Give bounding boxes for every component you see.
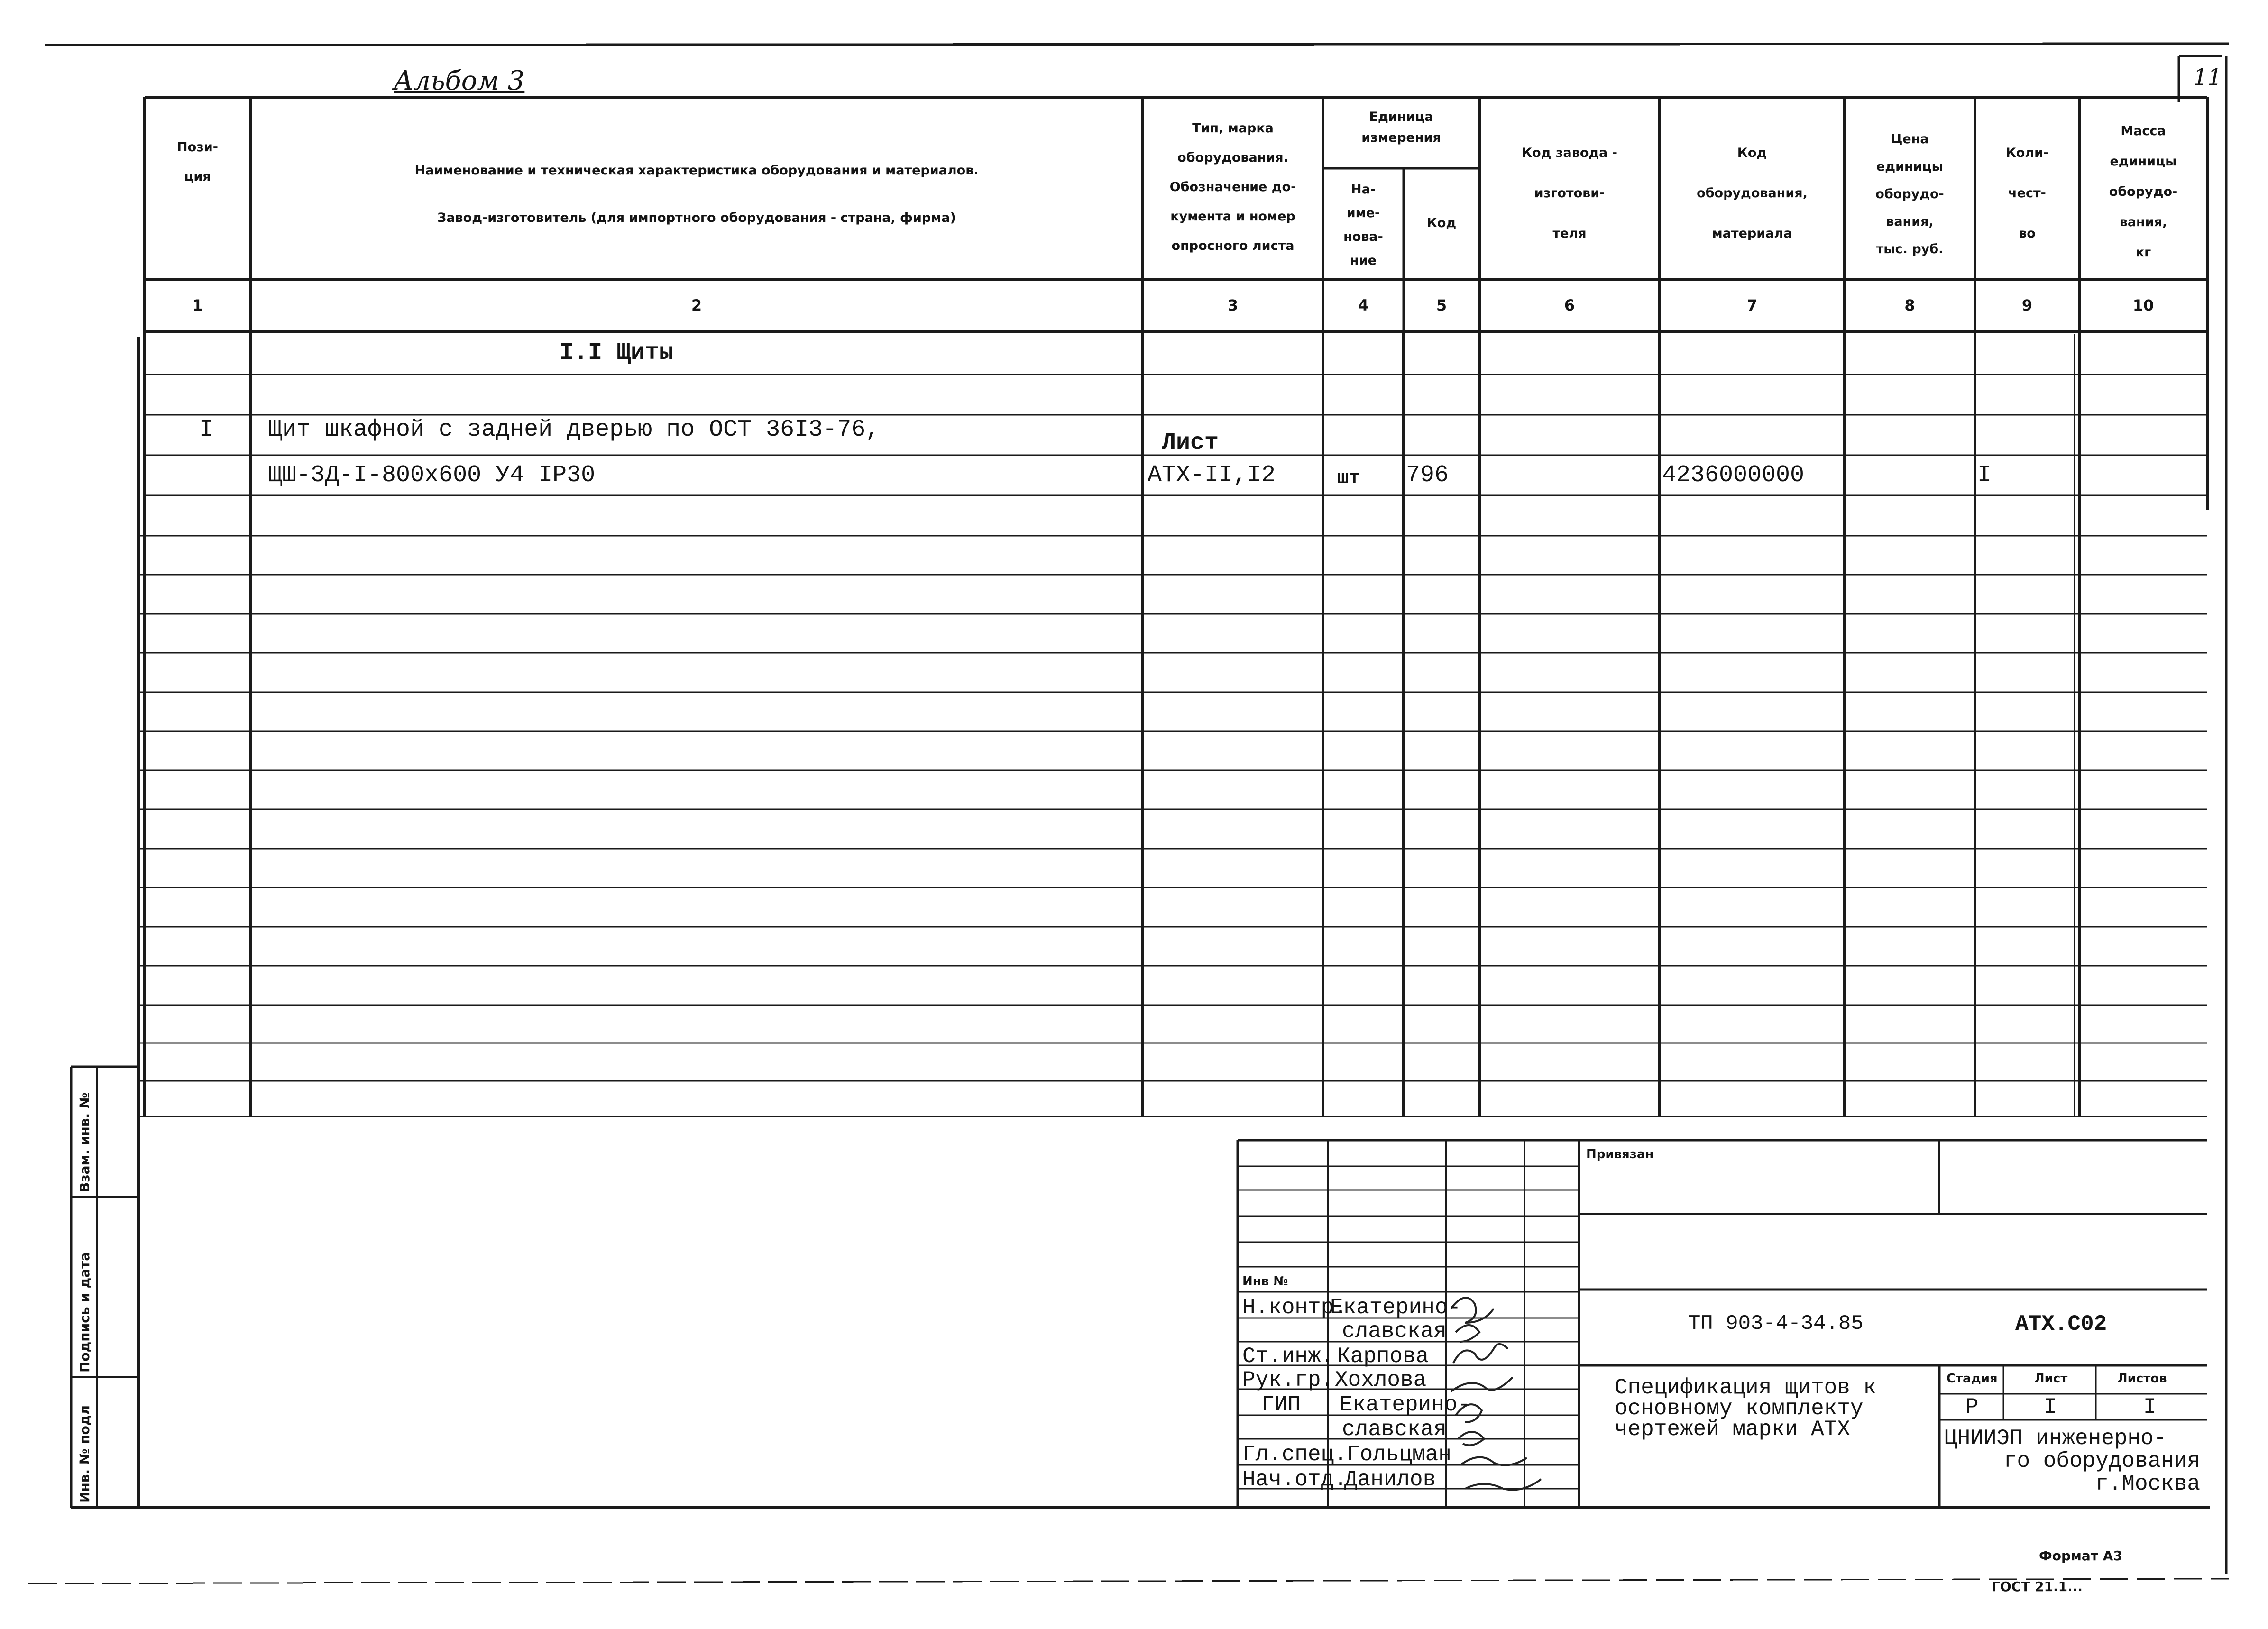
list-label: Лист bbox=[2034, 1372, 2068, 1386]
listov-value: I bbox=[2143, 1395, 2157, 1419]
role-ruk-gr: Рук.гр. bbox=[1242, 1368, 1334, 1392]
header-col5: Код bbox=[1426, 216, 1457, 230]
header-col6: Код завода - изготови- теля bbox=[1522, 146, 1617, 241]
stadiya-value: Р bbox=[1965, 1395, 1979, 1419]
row-doc-line2: АТХ-II,I2 bbox=[1148, 462, 1276, 489]
row-position: I bbox=[199, 416, 214, 443]
header-col9: Коли- чест- во bbox=[2005, 146, 2049, 241]
row-quantity: I bbox=[1977, 462, 1992, 489]
role-gl-spec: Гл.спец. bbox=[1242, 1442, 1347, 1467]
side-stamp-inv: Инв. № подл bbox=[77, 1405, 92, 1503]
list-value: I bbox=[2044, 1395, 2057, 1419]
role-nach-otd: Нач.отд. bbox=[1242, 1467, 1347, 1492]
role-gip: ГИП bbox=[1261, 1392, 1301, 1417]
name-nach-otd: Данилов bbox=[1344, 1467, 1436, 1492]
row-name-line2: ЩШ-3Д-I-800х600 У4 IP30 bbox=[268, 462, 596, 489]
doc-title: Спецификация щитов к основному комплекту чертежей марки АТХ bbox=[1615, 1375, 1877, 1442]
row-unit-code: 796 bbox=[1406, 462, 1449, 489]
name-gip: Екатерино- bbox=[1340, 1392, 1471, 1417]
colnum-7: 7 bbox=[1746, 296, 1758, 314]
album-label: Альбом 3 bbox=[394, 65, 525, 96]
stadiya-label: Стадия bbox=[1947, 1372, 1998, 1386]
header-col7: Код оборудования, материала bbox=[1697, 146, 1808, 241]
listov-label: Листов bbox=[2117, 1372, 2167, 1386]
colnum-4: 4 bbox=[1358, 296, 1369, 314]
sheet-corner-number: 11 bbox=[2193, 64, 2222, 91]
side-stamp-podpis: Подпись и дата bbox=[77, 1252, 92, 1373]
role-st-inzh: Ст.инж. bbox=[1242, 1344, 1334, 1369]
name-gip-2: славская bbox=[1342, 1417, 1447, 1442]
header-col4: На- име- нова- ние bbox=[1343, 182, 1383, 268]
row-doc-line1: Лист bbox=[1162, 430, 1219, 457]
name-st-inzh: Карпова bbox=[1337, 1344, 1429, 1369]
gost-label: ГОСТ 21.1... bbox=[1992, 1579, 2083, 1594]
row-name-line1: Щит шкафной с задней дверью по ОСТ 36I3-76, bbox=[268, 416, 880, 443]
format-label: Формат А3 bbox=[2039, 1548, 2122, 1564]
name-ruk-gr: Хохлова bbox=[1335, 1368, 1427, 1392]
colnum-6: 6 bbox=[1564, 296, 1575, 314]
header-col8: Цена единицы оборудо- вания, тыс. руб. bbox=[1875, 132, 1944, 256]
colnum-2: 2 bbox=[691, 296, 702, 314]
row-unit-name: шт bbox=[1337, 468, 1360, 489]
section-title: I.I Щиты bbox=[560, 339, 674, 366]
colnum-8: 8 bbox=[1904, 296, 1915, 314]
side-stamp-vzam: Взам. инв. № bbox=[77, 1092, 92, 1192]
organization: ЦНИИЭП инженерно- го оборудования г.Москва bbox=[1944, 1426, 2200, 1496]
doc-mark: АТХ.С02 bbox=[2015, 1312, 2107, 1336]
name-n-kontr-2: славская bbox=[1342, 1319, 1447, 1344]
role-n-kontr: Н.контр. bbox=[1242, 1295, 1347, 1320]
colnum-1: 1 bbox=[192, 296, 203, 314]
colnum-10: 10 bbox=[2132, 296, 2154, 314]
name-n-kontr: Екатерино- bbox=[1330, 1295, 1461, 1320]
header-col10: Масса единицы оборудо- вания, кг bbox=[2109, 124, 2178, 260]
project-code: ТП 903-4-34.85 bbox=[1688, 1312, 1864, 1336]
header-col2: Наименование и техническая характеристика оборудования и материалов. Завод-изготовитель (для импортного оборудования - страна, фирма) bbox=[414, 163, 979, 225]
name-gl-spec: Гольцман bbox=[1347, 1442, 1451, 1467]
colnum-9: 9 bbox=[2021, 296, 2033, 314]
header-unit-group: Единица измерения bbox=[1361, 110, 1441, 145]
colnum-3: 3 bbox=[1227, 296, 1239, 314]
inv-no-label: Инв № bbox=[1242, 1274, 1288, 1289]
row-equipment-code: 4236000000 bbox=[1662, 462, 1805, 489]
header-col3: Тип, марка оборудования. Обозначение до- кумента и номер опросного листа bbox=[1169, 121, 1296, 253]
header-col1: Пози- ция bbox=[177, 140, 218, 184]
privyazan-label: Привязан bbox=[1586, 1147, 1654, 1162]
colnum-5: 5 bbox=[1436, 296, 1447, 314]
